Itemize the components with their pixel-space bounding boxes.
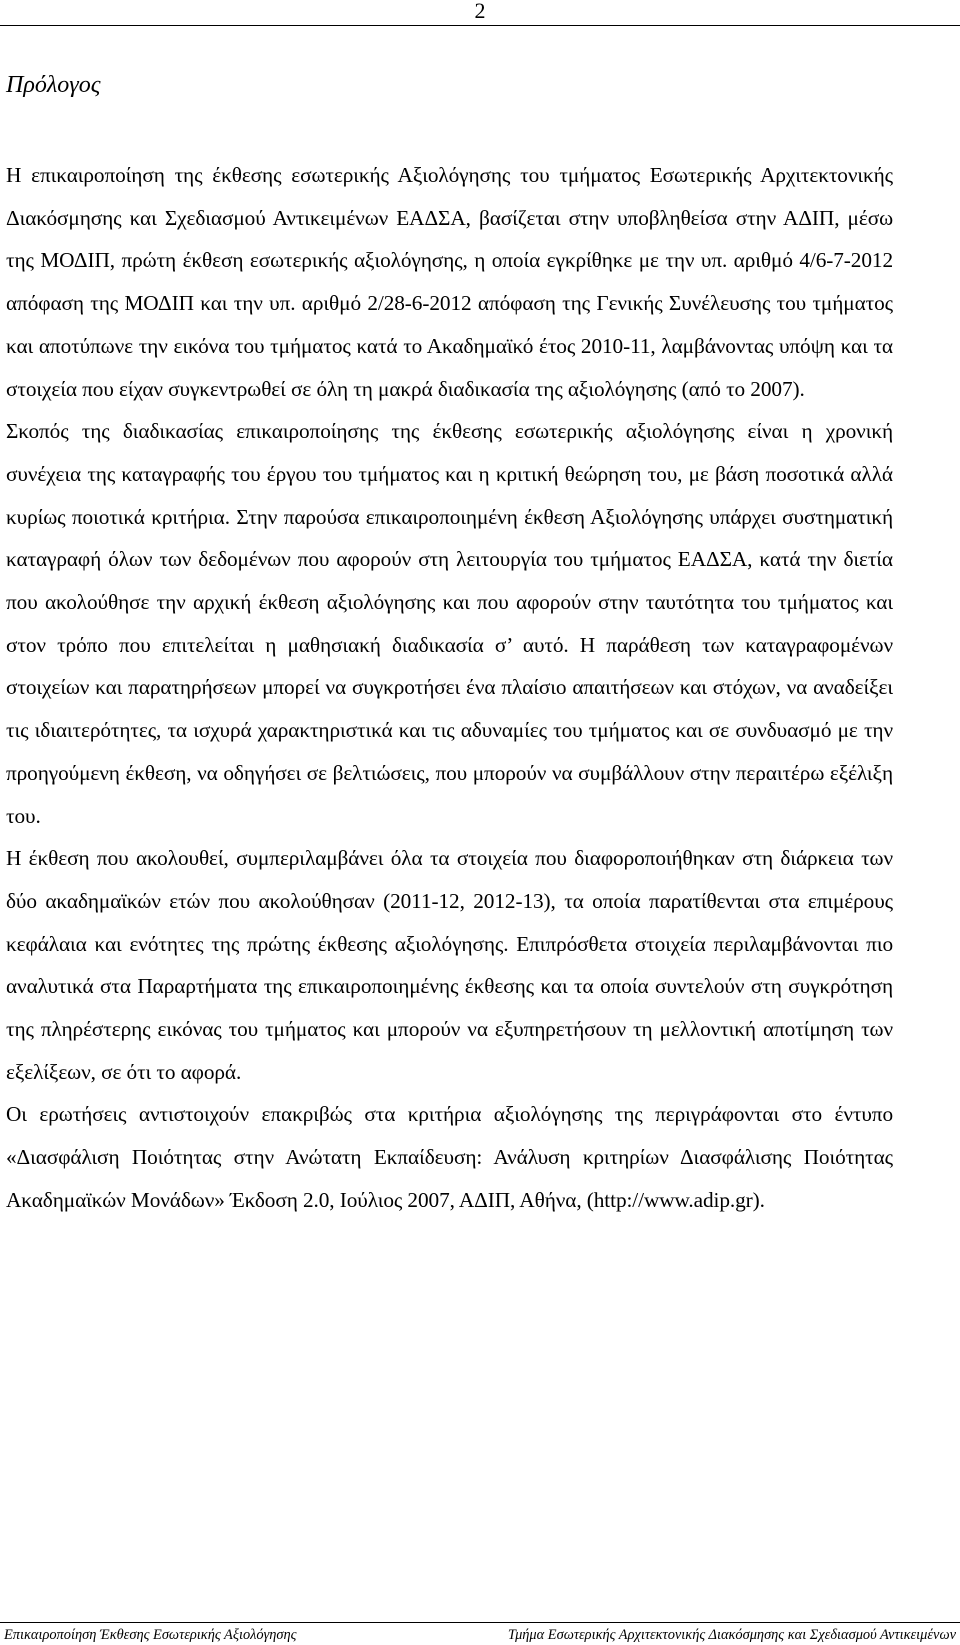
footer-rule <box>0 1622 960 1623</box>
body-text <box>6 154 893 1222</box>
paragraph-intro: Η επικαιροποίηση της έκθεσης εσωτερικής Αξιολόγησης του τμήματος Εσωτερικής Αρχιτεκτονικής Διακόσμησης και Σχεδιασμού Αντικειμένων ΕΑΔΣΑ, βασίζεται στην υποβληθείσα στην ΑΔΙΠ, μέσω της ΜΟΔΙΠ, πρώτη έκθεση εσωτερικής αξιολόγησης, η οποία εγκρίθηκε με την υπ. αριθμό 4/6-7-2012 απόφαση της ΜΟΔΙΠ και την υπ. αριθμό 2/28-6-2012 απόφαση της Γενικής Συνέλευσης του τμήματος και αποτύπωνε την εικόνα του τμήματος κατά το Ακαδημαϊκό έτος 2010-11, λαμβάνοντας υπόψη και τα στοιχεία που είχαν συγκεντρωθεί σε όλη τη μακρά διαδικασία της αξιολόγησης (από το 2007). <box>6 163 893 401</box>
footer-left-text: Επικαιροποίηση Έκθεσης Εσωτερικής Αξιολόγησης <box>4 1627 297 1643</box>
paragraph-questions: Οι ερωτήσεις αντιστοιχούν επακριβώς στα κριτήρια αξιολόγησης της περιγράφονται στο έντυπο «Διασφάλιση Ποιότητας στην Ανώτατη Εκπαίδευση: Ανάλυση κριτηρίων Διασφάλισης Ποιότητας Ακαδημαϊκών Μονάδων» Έκδοση 2.0, Ιούλιος 2007, ΑΔΙΠ, Αθήνα, (http://www.adip.gr). <box>6 1102 893 1212</box>
section-heading: Πρόλογος <box>6 72 101 98</box>
paragraph-purpose: Σκοπός της διαδικασίας επικαιροποίησης της έκθεσης εσωτερικής αξιολόγησης είναι η χρονική συνέχεια της καταγραφής του έργου του τμήματος και η κριτική θεώρηση του, με βάση ποσοτικά αλλά κυρίως ποιοτικά κριτήρια. Στην παρούσα επικαιροποιημένη έκθεση Αξιολόγησης υπάρχει συστηματική καταγραφή όλων των δεδομένων που αφορούν στη λειτουργία του τμήματος ΕΑΔΣΑ, κατά την διετία που ακολούθησε την αρχική έκθεση αξιολόγησης και που αφορούν στην ταυτότητα του τμήματος και στον τρόπο που επιτελείται η μαθησιακή διαδικασία σ’ αυτό. Η παράθεση των καταγραφομένων στοιχείων και παρατηρήσεων μπορεί να συγκροτήσει ένα πλαίσιο απαιτήσεων και στόχων, να αναδείξει τις ιδιαιτερότητες, τα ισχυρά χαρακτηριστικά και τις αδυναμίες του τμήματος και σε συνδυασμό με την προηγούμενη έκθεση, να οδηγήσει σε βελτιώσεις, που μπορούν να συμβάλλουν στην περαιτέρω εξέλιξη του. <box>6 419 893 828</box>
paragraph-report-contents: Η έκθεση που ακολουθεί, συμπεριλαμβάνει όλα τα στοιχεία που διαφοροποιήθηκαν στη διάρκεια των δύο ακαδημαϊκών ετών που ακολούθησαν (2011-12, 2012-13), τα οποία παρατίθενται στα επιμέρους κεφάλαια και ενότητες της πρώτης έκθεσης αξιολόγησης. Επιπρόσθετα στοιχεία περιλαμβάνονται πιο αναλυτικά στα Παραρτήματα της επικαιροποιημένης έκθεσης και τα οποία συντελούν στη συγκρότηση της πληρέστερης εικόνας του τμήματος και μπορούν να εξυπηρετήσουν τη μελλοντική αποτίμηση των εξελίξεων, σε ότι το αφορά. <box>6 846 893 1084</box>
header-rule <box>0 25 960 26</box>
footer-right-text: Τμήμα Εσωτερικής Αρχιτεκτονικής Διακόσμησης και Σχεδιασμού Αντικειμένων <box>507 1627 956 1643</box>
page-number: 2 <box>474 0 486 23</box>
